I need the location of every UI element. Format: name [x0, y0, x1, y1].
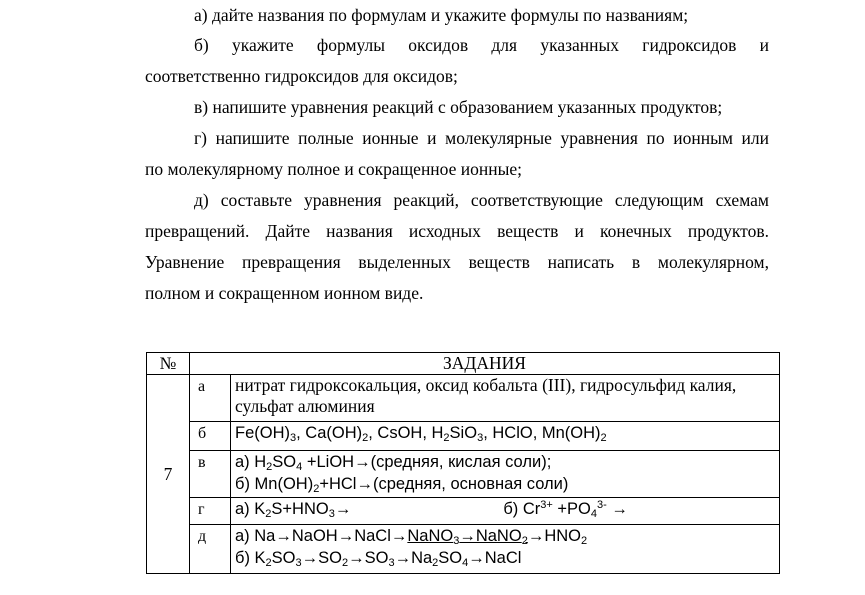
tasks-table [146, 352, 780, 574]
task-v-line2: б) $Mn(OH)_2+HCl\to(средняя$, основная соли) [235, 475, 569, 495]
instruction-d-line1: д) составьте уравнения реакций, соответствующие следующим схемам [194, 190, 769, 210]
task-v-line1: а) $H_2SO_4$ +LiOH→(средняя, кислая соли); [235, 453, 552, 473]
instruction-d-line2: превращений. Дайте названия исходных веществ и конечных продуктов. [145, 221, 769, 241]
task-v-content [231, 451, 780, 498]
variant-number: 7 [147, 375, 190, 574]
task-a-line2: сульфат алюминия [235, 396, 375, 416]
row-letter: г [190, 498, 231, 525]
task-g-part-b: б) $Cr^{3+} +PO_4^{3-}$ → [503, 499, 628, 520]
instruction-d-line3: Уравнение превращения выделенных веществ написать в молекулярном, [145, 252, 769, 272]
row-letter: а [190, 375, 231, 422]
header-tasks: ЗАДАНИЯ [190, 353, 780, 375]
row-letter: б [190, 422, 231, 451]
task-a-content [231, 375, 780, 422]
instruction-b [145, 30, 769, 92]
table-row [147, 525, 780, 574]
task-g-content [231, 498, 780, 525]
instruction-g-line1: г) напишите полные ионные и молекулярные уравнения по ионным или [194, 128, 769, 148]
instruction-b-line2: соответственно гидроксидов для оксидов; [145, 66, 458, 86]
table-row [147, 498, 780, 525]
task-g-part-a: а) $K_2S+HNO_3\to$ [235, 500, 352, 520]
row-letter: д [190, 525, 231, 574]
header-number: № [147, 353, 190, 375]
task-a-line1: нитрат гидроксокальция, оксид кобальта (III), гидросульфид калия, [235, 375, 737, 395]
instruction-d [145, 185, 769, 309]
instruction-d-line4: полном и сокращенном ионном виде. [145, 283, 424, 303]
table-row [147, 451, 780, 498]
task-d-content [231, 525, 780, 574]
task-b-content [231, 422, 780, 451]
table-row [147, 375, 780, 422]
row-letter: в [190, 451, 231, 498]
instruction-b-line1: б) укажите формулы оксидов для указанных гидроксидов и [194, 35, 769, 55]
table-row [147, 422, 780, 451]
task-b-formulas: $Fe(OH)_3$, $Ca(OH)_2$, CsOH, $H_2SiO_3$, HClO, $Mn(OH)_2$ [235, 424, 607, 444]
task-d-line2: б) $K_2SO_3\to SO_2\to SO_3\to Na_2SO_4\to NaCl$ [235, 549, 522, 569]
instruction-v: в) напишите уравнения реакций с образованием указанных продуктов; [194, 97, 723, 117]
table-header-row [147, 353, 780, 375]
instruction-a: а) дайте названия по формулам и укажите формулы по названиям; [194, 5, 689, 25]
instruction-g [145, 123, 769, 185]
task-d-line1: а) $Na\to NaOH\to NaCl\to NaNO_3\to NaNO_2\to HNO_2$ [235, 527, 588, 547]
instruction-g-line2: по молекулярному полное и сокращенное ионные; [145, 159, 523, 179]
